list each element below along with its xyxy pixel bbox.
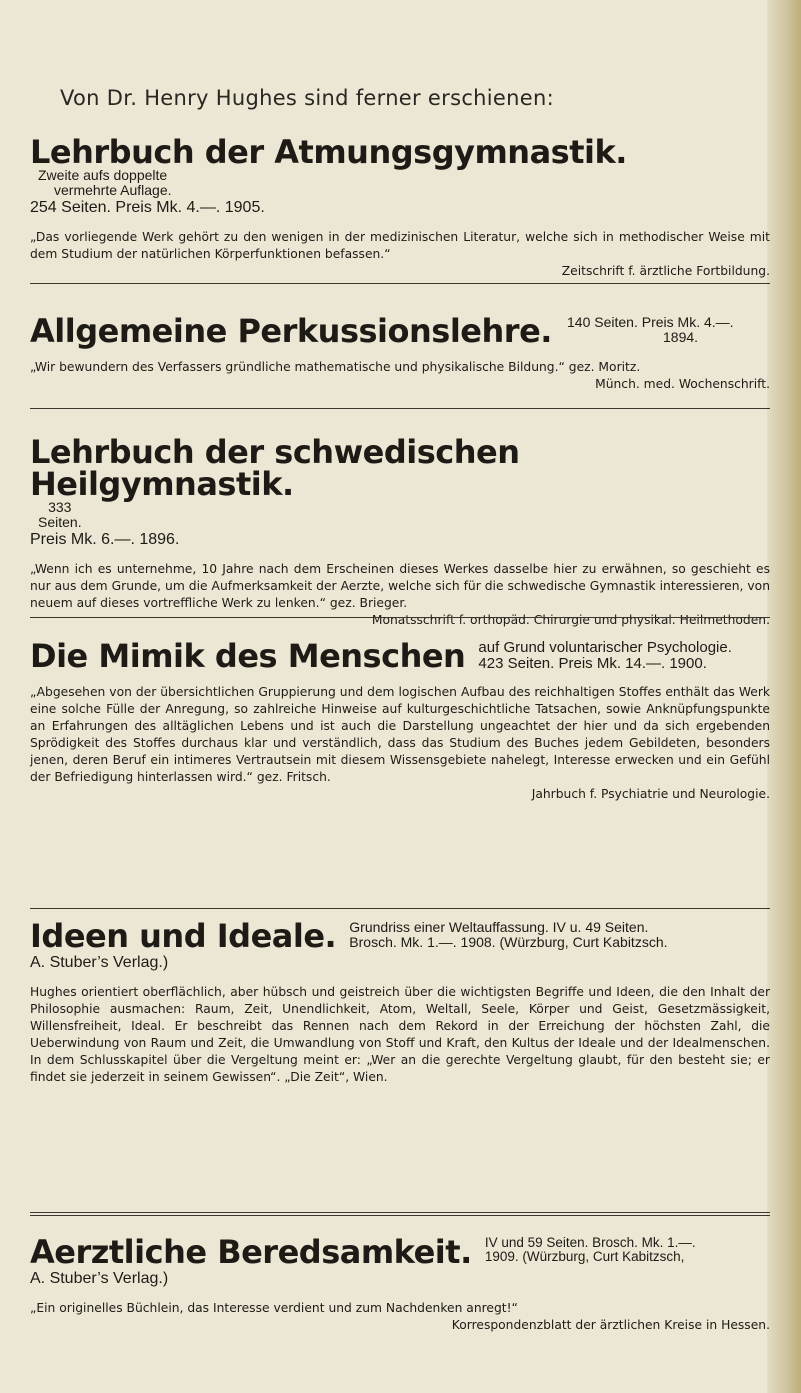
review-quote: „Ein originelles Büchlein, das Interesse verdient und zum Nachdenken anregt!“ [30, 1301, 518, 1315]
book-details [485, 1236, 696, 1264]
page-count-line: Seiten. [38, 513, 82, 530]
book-details [349, 920, 667, 949]
book-title: Lehrbuch der schwedischen Heilgymnastik. [30, 433, 520, 503]
book-title: Die Mimik des Menschen [30, 637, 466, 675]
book-details-line: Brosch. Mk. 1.—. 1908. (Würzburg, Curt Kabitzsch. [349, 933, 668, 950]
book-title: Lehrbuch der Atmungsgymnastik. [30, 133, 627, 171]
book-entry-perkussionslehre [30, 312, 770, 393]
publisher: A. Stuber’s Verlag.) [30, 1270, 169, 1287]
edition-note [38, 168, 172, 197]
divider [30, 408, 770, 409]
book-details-line: 423 Seiten. Preis Mk. 14.—. 1900. [478, 654, 707, 672]
intro-line: Von Dr. Henry Hughes sind ferner erschienen: [60, 86, 554, 110]
book-entry-heilgymnastik [30, 433, 770, 629]
page-count-line: 333 [48, 499, 72, 515]
book-details-line: auf Grund voluntarischer Psychologie. [478, 639, 732, 656]
divider [30, 283, 770, 284]
book-entry-beredsamkeit [30, 1233, 770, 1334]
review-quote: „Wir bewundern des Verfassers gründliche mathematische und physikalische Bildung.“ gez. Moritz. [30, 360, 641, 374]
book-details-line: Grundriss einer Weltauffassung. IV u. 49 Seiten. [349, 919, 649, 935]
book-entry-mimik [30, 637, 770, 803]
page-count [38, 500, 82, 529]
edition-note-line: Zweite aufs doppelte [38, 167, 168, 183]
book-title: Ideen und Ideale. [30, 917, 337, 955]
book-details-line: 1909. (Würzburg, Curt Kabitzsch, [484, 1249, 685, 1265]
book-title: Aerztliche Beredsamkeit. [30, 1233, 472, 1271]
book-details [478, 640, 731, 672]
review-source: Zeitschrift f. ärztliche Fortbildung. [561, 264, 770, 279]
divider [30, 1212, 770, 1216]
book-entry-ideen [30, 917, 770, 1086]
review-source: Korrespondenzblatt der ärztlichen Kreise in Hessen. [451, 1318, 770, 1332]
book-details: Preis Mk. 6.—. 1896. [30, 531, 180, 549]
divider [30, 617, 770, 618]
divider [30, 908, 770, 909]
publisher: A. Stuber’s Verlag.) [30, 954, 169, 971]
review-source: Münch. med. Wochenschrift. [595, 377, 770, 391]
book-details [567, 315, 734, 344]
book-details-line: 140 Seiten. Preis Mk. 4.—. [567, 314, 734, 330]
book-title: Allgemeine Perkussionslehre. [30, 312, 552, 350]
review-quote: „Abgesehen von der übersichtlichen Gruppierung und dem logischen Aufbau des reichhaltigen Stoffes enthält das Werk eine solche Fülle der Anregung, so zahlreiche Hinweise auf kulturgeschichtliche Tatsachen, sowie Anknüpfungspunkte an Erfahrungen des alltäglichen Lebens und ist auch die Darstellung ungeachtet der hier und da sich ergebenden Sprödigkeit des Stoffes durchaus klar und verständlich, dass das Studium des Buches jedem Gebildeten, besonders jenen, deren Beruf ein intimeres Vertrautsein mit diesem Wissensgebiete nahelegt, Interesse erwecken und ein Gefühl der Befriedigung hinterlassen wird.“ gez. Fritsch. [30, 685, 770, 784]
review-quote: Hughes orientiert oberflächlich, aber hübsch und geistreich über die wichtigsten Begriffe und Ideen, die den Inhalt der Philosophie ausmachen: Raum, Zeit, Unendlichkeit, Atom, Weltall, Seele, Körper und Geist, Gesetzmässigkeit, Willensfreiheit, Ideal. Er beschreibt das Rennen nach dem Rekord in der Erreichung der höchsten Zahl, die Ueberwindung von Raum und Zeit, die Umwandlung von Stoff und Kraft, den Kultus der Ideale und der Idealmenschen. In dem Schlusskapitel über die Vergeltung meint er: „Wer an die gerechte Vergeltung glaubt, für den besteht sie; er findet sie jederzeit in seinem Gewissen“. „Die Zeit“, Wien. [30, 985, 770, 1084]
review-quote: „Wenn ich es unternehme, 10 Jahre nach dem Erscheinen dieses Werkes dasselbe hier zu erwähnen, so geschieht es nur aus dem Grunde, um die Aufmerksamkeit der Aerzte, welche sich für die schwedische Gymnastik interessieren, von neuem auf dieses vortreffliche Werk zu lenken.“ gez. Brieger. [30, 562, 770, 611]
edition-note-line: vermehrte Auflage. [54, 181, 172, 198]
review-source: Monatsschrift f. orthopäd. Chirurgie und physikal. Heilmethoden. [371, 613, 770, 628]
book-entry-atmungsgymnastik [30, 133, 770, 280]
book-details-line: IV und 59 Seiten. Brosch. Mk. 1.—. [484, 1235, 696, 1250]
page-edge [767, 0, 801, 1393]
book-details: 254 Seiten. Preis Mk. 4.—. 1905. [30, 199, 265, 217]
book-details-line: 1894. [663, 328, 699, 345]
review-quote: „Das vorliegende Werk gehört zu den wenigen in der medizinischen Literatur, welche sich in methodischer Weise mit dem Studium der natürlichen Körperfunktionen befassen.“ [30, 230, 770, 262]
review-source: Jahrbuch f. Psychiatrie und Neurologie. [531, 787, 770, 801]
